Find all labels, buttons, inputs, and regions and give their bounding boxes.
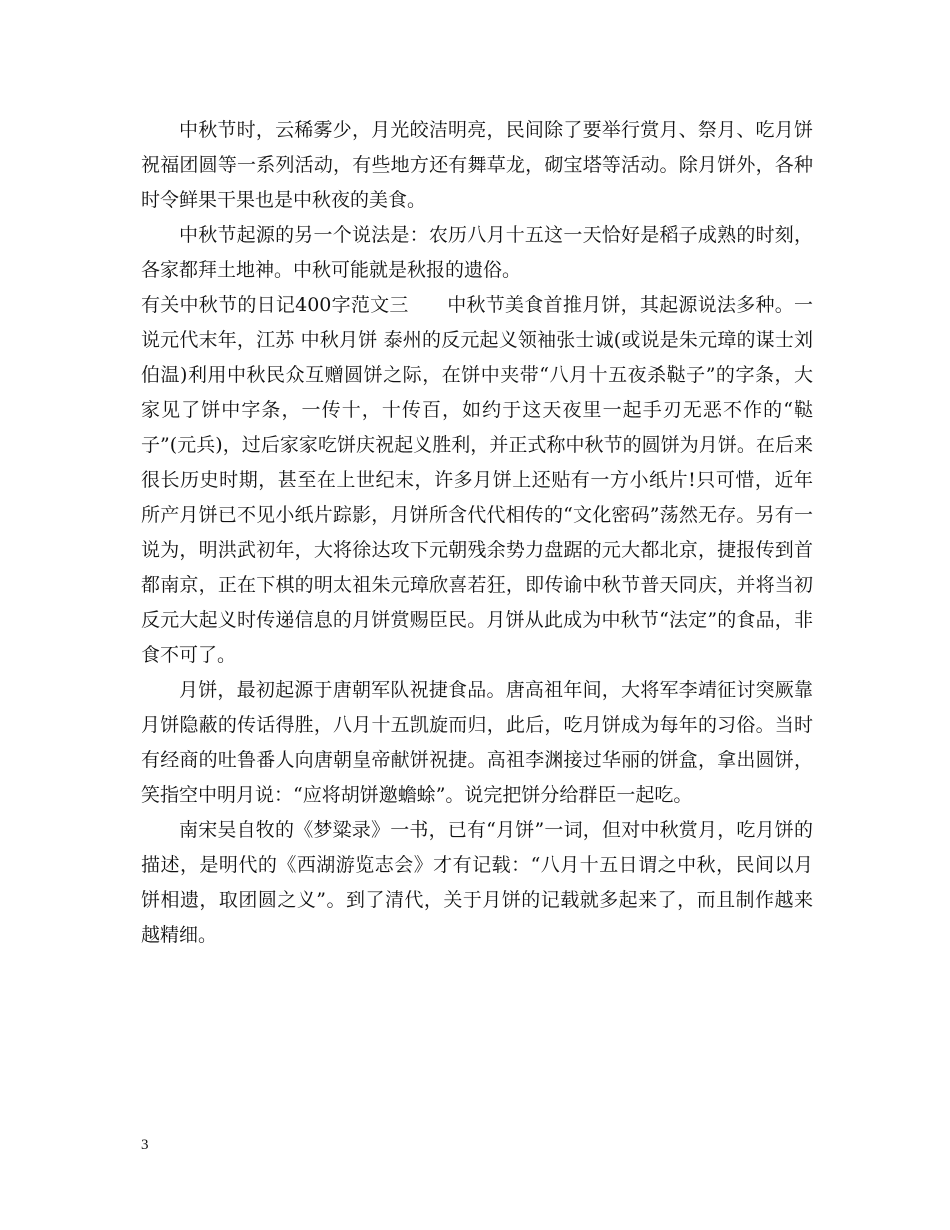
page-number: 3 [141, 1137, 149, 1153]
paragraph-tang-dynasty: 月饼，最初起源于唐朝军队祝捷食品。唐高祖年间，大将军李靖征讨突厥靠月饼隐蔽的传话得胜，八月十五凯旋而归，此后，吃月饼成为每年的习俗。当时有经商的吐鲁番人向唐朝皇帝献饼祝捷。高祖李渊接过华丽的饼盒，拿出圆饼，笑指空中明月说：“应将胡饼邀蟾蜍”。说完把饼分给群臣一起吃。 [141, 679, 813, 806]
paragraph-mid-autumn-activities: 中秋节时，云稀雾少，月光皎洁明亮，民间除了要举行赏月、祭月、吃月饼祝福团圆等一系列活动，有些地方还有舞草龙，砌宝塔等活动。除月饼外，各种时令鲜果干果也是中秋夜的美食。 [141, 119, 813, 211]
paragraph-origin-harvest: 中秋节起源的另一个说法是：农历八月十五这一天恰好是稻子成熟的时刻，各家都拜土地神。中秋可能就是秋报的遗俗。 [141, 224, 813, 281]
body-text [141, 113, 813, 953]
paragraph-song-ming-records: 南宋吴自牧的《梦粱录》一书，已有“月饼”一词，但对中秋赏月，吃月饼的描述，是明代的《西湖游览志会》才有记载：“八月十五日谓之中秋，民间以月饼相遗，取团圆之义”。到了清代，关于月饼的记载就多起来了，而且制作越来越精细。 [141, 819, 813, 946]
paragraph-mooncake-origin: 有关中秋节的日记400字范文三 中秋节美食首推月饼，其起源说法多种。一说元代末年，江苏 中秋月饼 泰州的反元起义领袖张士诚(或说是朱元璋的谋士刘伯温)利用中秋民众互赠圆饼之际，在饼中夹带“八月十五夜杀鞑子”的字条，大家见了饼中字条，一传十，十传百，如约于这天夜里一起手刃无恶不作的“鞑子”(元兵)，过后家家吃饼庆祝起义胜利，并正式称中秋节的圆饼为月饼。在后来很长历史时期，甚至在上世纪末，许多月饼上还贴有一方小纸片!只可惜，近年所产月饼已不见小纸片踪影，月饼所含代代相传的“文化密码”荡然无存。另有一说为，明洪武初年，大将徐达攻下元朝残余势力盘踞的元大都北京，捷报传到首都南京，正在下棋的明太祖朱元璋欣喜若狂，即传谕中秋节普天同庆，并将当初反元大起义时传递信息的月饼赏赐臣民。月饼从此成为中秋节“法定”的食品，非食不可了。 [141, 294, 813, 666]
